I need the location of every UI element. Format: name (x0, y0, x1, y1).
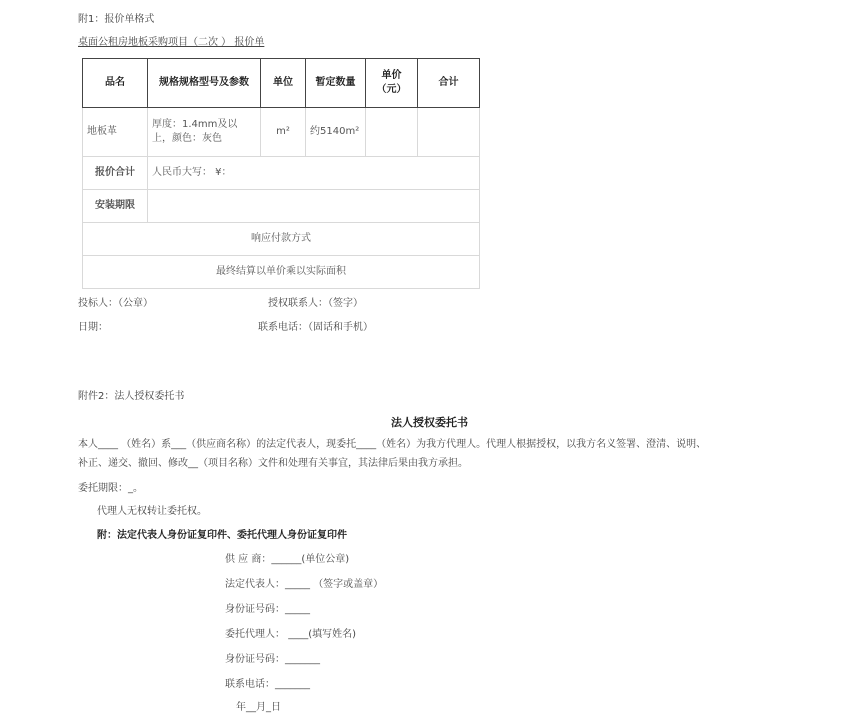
field-note: (单位公章) (301, 554, 350, 565)
date-label: 日期： (78, 322, 108, 333)
field-blank: _____ (285, 579, 310, 590)
field-note: (填写姓名) (308, 629, 356, 640)
attachment-note: 附：法定代表人身份证复印件、委托代理人身份证复印件 (97, 530, 347, 541)
total-label: 报价合计 (83, 157, 148, 190)
install-value (148, 190, 480, 223)
field-label: 供 应 商： (225, 554, 272, 565)
bidder-label: 投标人：（公章） (78, 298, 153, 309)
header-cell: 单价 （元） (366, 59, 418, 108)
cell-spec: 厚度：1.4mm及以上，颜色：灰色 (148, 108, 261, 157)
authorization-para2: 补正、递交、撤回、修改__（项目名称）文件和处理有关事宜，其法律后果由我方承担。 (78, 458, 468, 469)
quote-table (82, 58, 480, 289)
term-line: 委托期限：_。 (78, 483, 143, 494)
field-agent-id (225, 653, 320, 667)
payment-label: 响应付款方式 (83, 223, 480, 256)
cell-total (418, 108, 480, 157)
install-label: 安装期限 (83, 190, 148, 223)
header-cell: 规格规格型号及参数 (148, 59, 261, 108)
field-blank: ______ (271, 554, 302, 565)
field-label: 身份证号码： (225, 604, 285, 615)
field-label: 联系电话： (225, 679, 275, 690)
field-blank: _______ (285, 654, 320, 665)
authorization-para1: 本人____ （姓名）系___（供应商名称）的法定代表人，现委托____（姓名）为我方代理人。代理人根据授权，以我方名义签署、澄清、说明、 (78, 439, 707, 450)
field-label: 法定代表人： (225, 579, 285, 590)
table-payment-row (83, 223, 480, 256)
field-blank: _____ (285, 604, 310, 615)
header-cell: 暂定数量 (306, 59, 366, 108)
table-settlement-row (83, 256, 480, 289)
field-blank: _______ (275, 679, 310, 690)
cell-unit: m² (261, 108, 306, 157)
header-cell: 单位 (261, 59, 306, 108)
attachment1-heading: 附1：报价单格式 (78, 14, 155, 25)
cell-name: 地板革 (83, 108, 148, 157)
field-legal-rep (225, 578, 383, 592)
field-id-number (225, 603, 310, 617)
total-value: 人民币大写： ¥： (148, 157, 480, 190)
header-cell: 品名 (83, 59, 148, 108)
field-blank: ____ (288, 629, 309, 640)
attachment2-heading: 附件2：法人授权委托书 (78, 391, 185, 402)
table-total-row (83, 157, 480, 190)
header-cell: 合计 (418, 59, 480, 108)
field-note: （签字或盖章） (313, 579, 384, 590)
phone-label: 联系电话：（固话和手机） (258, 322, 373, 333)
quote-subtitle: 桌面公租房地板采购项目（二次 ） 报价单 (78, 37, 265, 48)
cell-qty: 约5140m² (306, 108, 366, 157)
field-label: 身份证号码： (225, 654, 285, 665)
table-row (83, 108, 480, 157)
authorization-title: 法人授权委托书 (391, 416, 468, 429)
date-line: 年__月_日 (236, 702, 281, 713)
cell-price (366, 108, 418, 157)
settlement-note: 最终结算以单价乘以实际面积 (83, 256, 480, 289)
field-supplier (225, 553, 349, 567)
field-phone (225, 678, 310, 692)
auth-contact-label: 授权联系人：（签字） (268, 298, 363, 309)
no-transfer-line: 代理人无权转让委托权。 (97, 506, 207, 517)
table-header-row (83, 59, 480, 108)
table-install-row (83, 190, 480, 223)
field-agent (225, 628, 356, 642)
field-label: 委托代理人： (225, 629, 285, 640)
